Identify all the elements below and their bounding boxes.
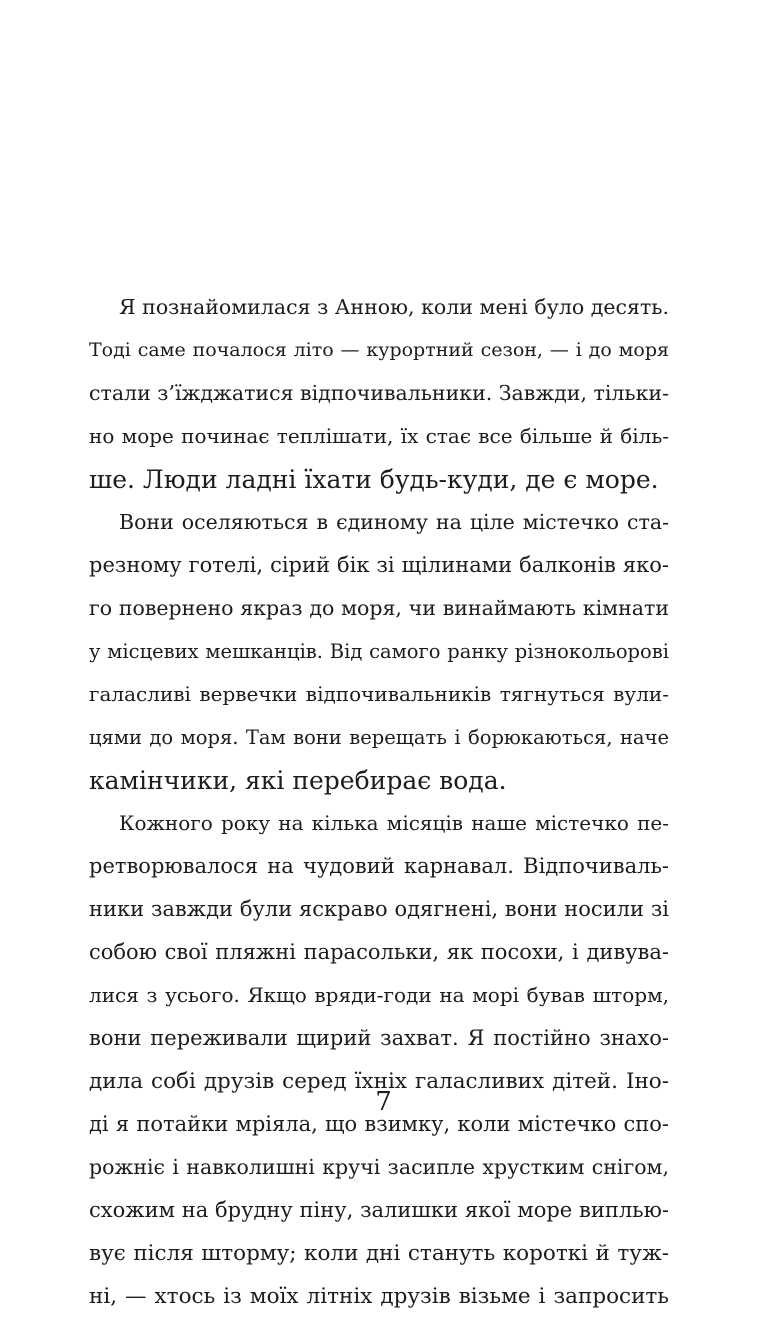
text-line: Тоді саме почалося літо — курортний сезон, — і до моря	[89, 339, 669, 361]
text-line: вує після шторму; коли дні стануть короткі й туж-	[89, 1241, 669, 1266]
text-line: ді я потайки мріяла, що взимку, коли містечко спо-	[89, 1112, 669, 1136]
text-line: ники завжди були яскраво одягнені, вони носили зі	[89, 897, 669, 921]
text-line: стали з’їжджатися відпочивальники. Завжди, тільки-	[89, 381, 669, 405]
text-line: собою свої пляжні парасольки, як посохи, і дивува-	[89, 940, 669, 964]
text-line: но море починає теплішати, їх стає все більше й біль-	[89, 424, 669, 448]
text-line: лися з усього. Якщо вряди-годи на морі бував шторм,	[89, 983, 669, 1007]
text-line: Кожного року на кілька місяців наше містечко пе-	[119, 811, 669, 835]
text-line: ні, — хтось із моїх літніх друзів візьме і запросить	[89, 1284, 669, 1309]
text-line: Я познайомилася з Анною, коли мені було десять.	[119, 295, 669, 319]
text-line: галасливі вервечки відпочивальників тягнуться вули-	[89, 682, 669, 706]
body-text	[89, 286, 669, 1318]
text-line: ше. Люди ладні їхати будь-куди, де є море.	[89, 465, 659, 494]
text-line: у місцевих мешканців. Від самого ранку різнокольорові	[89, 640, 669, 663]
text-line: го повернено якраз до моря, чи винаймають кімнати	[89, 596, 669, 620]
text-line: Вони оселяються в єдиному на ціле містечко ста-	[119, 510, 669, 534]
text-line: дила собі друзів серед їхніх галасливих дітей. Іно-	[89, 1069, 669, 1094]
text-line: вони переживали щирий захват. Я постійно знахо-	[89, 1026, 669, 1050]
text-line: цями до моря. Там вони верещать і борюкаються, наче	[89, 726, 669, 749]
text-line: резному готелі, сірий бік зі щілинами балконів яко-	[89, 553, 669, 577]
text-line: ретворювалося на чудовий карнавал. Відпочиваль-	[89, 854, 669, 878]
page-number: 7	[375, 1087, 392, 1117]
text-line: схожим на брудну піну, залишки якої море виплью-	[89, 1198, 669, 1222]
text-line: рожніє і навколишні кручі засипле хрустким снігом,	[89, 1155, 669, 1179]
text-line: камінчики, які перебирає вода.	[89, 766, 507, 795]
